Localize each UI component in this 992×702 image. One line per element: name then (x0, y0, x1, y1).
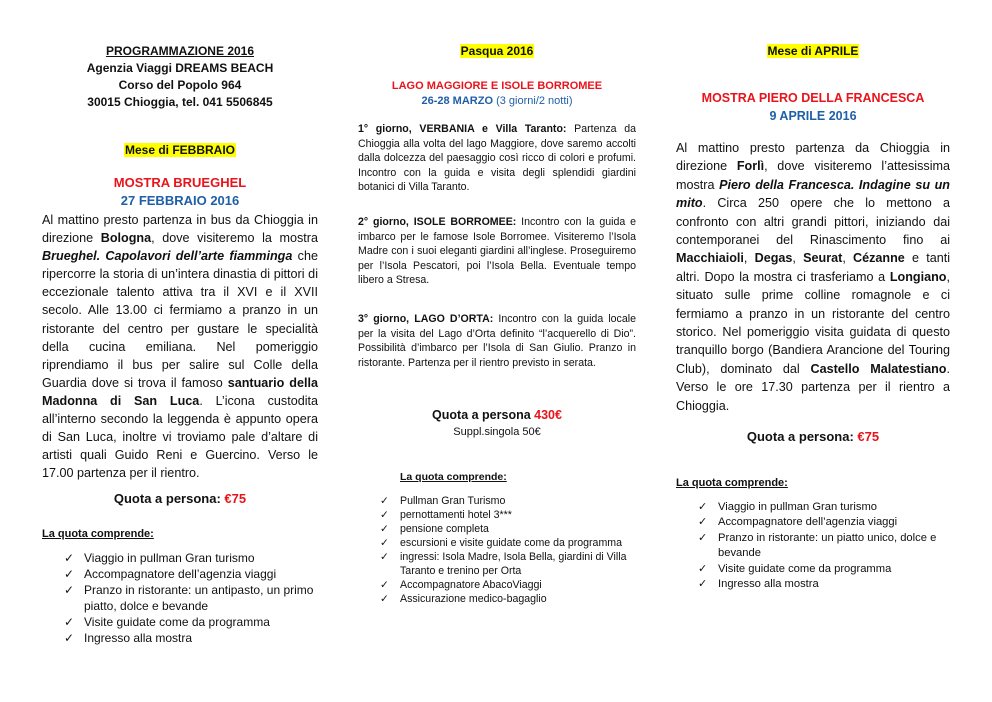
day-1 (358, 122, 636, 195)
quota-price: €75 (224, 491, 247, 506)
quota-label: Quota a persona: (113, 491, 221, 506)
agency-city-phone: 30015 Chioggia, tel. 041 5506845 (87, 95, 273, 109)
pasqua-header: Pasqua 2016 (460, 44, 534, 58)
include-item (694, 500, 950, 515)
quota-label: Quota a persona (432, 408, 531, 422)
text-run: Forlì (736, 159, 765, 174)
include-item (376, 578, 636, 592)
include-item-text: Accompagnatore dell’agenzia viaggi (84, 567, 277, 581)
event-title: MOSTRA PIERO DELLA FRANCESCA (701, 91, 925, 105)
include-item (60, 614, 318, 630)
include-item (60, 566, 318, 582)
checkmark-icon: ✓ (380, 579, 389, 591)
text-run: Cézanne (853, 251, 905, 266)
day-1-text: Partenza da Chioggia alla volta del lago Maggiore, dove saremo accolti dalla dolcezza del paesaggio così ricco di colori e profumi. Incontro con la guida e visita degli splendidi giardini botanici di Villa Taranto. (358, 123, 637, 193)
day-3-head: 3° giorno, LAGO D’ORTA: (358, 313, 494, 325)
day-1-head: 1° giorno, VERBANIA e Villa Taranto: (358, 123, 567, 135)
quota-row (42, 490, 318, 508)
agency-header (42, 43, 318, 111)
checkmark-icon: ✓ (380, 593, 389, 605)
text-run: Brueghel. Capolavori dell’arte fiamminga (42, 249, 293, 264)
day-3 (358, 312, 636, 370)
include-item (694, 531, 950, 562)
checkmark-icon: ✓ (64, 567, 75, 581)
include-item-text: Viaggio in pullman Gran turismo (84, 551, 255, 565)
include-item-text: Pranzo in ristorante: un piatto unico, dolce e bevande (718, 531, 937, 560)
quota-row (676, 428, 950, 446)
text-run: Seurat (803, 251, 843, 266)
include-item (376, 536, 636, 550)
includes-list (376, 494, 636, 606)
include-item-text: Pullman Gran Turismo (400, 495, 506, 507)
checkmark-icon: ✓ (64, 615, 75, 629)
include-item-text: Visite guidate come da programma (718, 562, 892, 575)
include-item-text: Assicurazione medico-bagaglio (400, 593, 547, 605)
includes-title: La quota comprende: (676, 477, 788, 489)
include-item (376, 494, 636, 508)
trip-duration: (3 giorni/2 notti) (496, 95, 573, 107)
include-item-text: pensione completa (400, 523, 489, 535)
day-3-text: Incontro con la guida locale per la visita del Lago d’Orta definito “l’acquerello di Dio”. Possibilità d’imbarco per l’Isola di San Giulio. Pranzo in ristorante. Partenza per il rientro previsto in serata. (358, 313, 636, 369)
include-item-text: Ingresso alla mostra (718, 578, 819, 591)
include-item (376, 522, 636, 536)
program-title: PROGRAMMAZIONE 2016 (105, 44, 255, 58)
text-run: , (743, 251, 755, 266)
text-run: Macchiaioli (676, 251, 744, 266)
include-item (60, 582, 318, 614)
quota-row (358, 407, 636, 424)
text-run: Longiano (889, 269, 947, 284)
month-label: Mese di APRILE (767, 44, 859, 58)
checkmark-icon: ✓ (698, 501, 708, 513)
include-item-text: Visite guidate come da programma (84, 615, 270, 629)
include-item-text: escursioni e visite guidate come da programma (400, 537, 622, 549)
include-item (376, 592, 636, 606)
include-item-text: Viaggio in pullman Gran turismo (718, 501, 877, 513)
checkmark-icon: ✓ (64, 631, 75, 645)
event-date: 9 APRILE 2016 (769, 109, 857, 123)
include-item (60, 550, 318, 566)
text-run: Al mattino presto partenza in bus da Chioggia in direzione (42, 213, 318, 246)
checkmark-icon: ✓ (380, 495, 389, 507)
checkmark-icon: ✓ (698, 562, 708, 575)
trip-dates: 26-28 MARZO (421, 95, 494, 107)
text-run: , (792, 251, 804, 266)
event-title: MOSTRA BRUEGHEL (113, 175, 247, 190)
day-2 (358, 215, 636, 288)
text-run: Degas (754, 251, 793, 266)
checkmark-icon: ✓ (64, 551, 75, 565)
checkmark-icon: ✓ (698, 578, 708, 591)
checkmark-icon: ✓ (380, 509, 389, 521)
checkmark-icon: ✓ (380, 551, 389, 563)
includes-title: La quota comprende: (400, 471, 507, 483)
agency-name: Agenzia Viaggi DREAMS BEACH (86, 61, 274, 75)
include-item (376, 508, 636, 522)
single-supplement: Suppl.singola 50€ (453, 426, 541, 438)
day-2-head: 2° giorno, ISOLE BORROMEE: (358, 216, 517, 228)
text-run: e tanti altri. Dopo la mostra ci trasferiamo a (676, 251, 951, 284)
include-item-text: ingressi: Isola Madre, Isola Bella, giardini di Villa Taranto e trenino per Orta (400, 551, 627, 577)
event-description (42, 211, 318, 482)
includes-list (60, 550, 318, 646)
event-date: 27 FEBBRAIO 2016 (120, 193, 240, 208)
quota-price: 430€ (534, 408, 562, 422)
include-item-text: Ingresso alla mostra (84, 631, 193, 645)
text-run: , situato sulle prime colline romagnole e ci fermiamo a pranzo in un ristorante del centro storico. Nel pomeriggio visita guidata di questo tranquillo borgo (Bandiera Arancione del Touring Club), dominato dal (676, 269, 950, 376)
checkmark-icon: ✓ (380, 523, 389, 535)
include-item-text: Accompagnatore AbacoViaggi (400, 579, 542, 591)
event-description (676, 139, 950, 415)
include-item-text: Pranzo in ristorante: un antipasto, un primo piatto, dolce e bevande (84, 583, 314, 613)
includes-list (694, 500, 950, 592)
text-run: santuario della Madonna di San Luca (42, 375, 319, 408)
include-item (694, 515, 950, 530)
quota-price: €75 (857, 429, 880, 444)
trip-dates-row (358, 94, 636, 109)
trip-title: LAGO MAGGIORE E ISOLE BORROMEE (391, 80, 603, 92)
checkmark-icon: ✓ (64, 583, 75, 597)
text-run: Castello Malatestiano (810, 361, 947, 376)
text-run: che ripercorre la storia di un’intera dinastia di pittori di eccezionale talento attiva tra il XVI e il XVII secolo. Alle 13.00 ci fermiamo a pranzo in un ristorante del centro per gustare le specialità della cucina emiliana. Nel pomeriggio riprendiamo il bus per salire sul Colle della Guardia dove si trova il famoso (42, 249, 318, 390)
checkmark-icon: ✓ (698, 516, 708, 529)
text-run: , dove visiteremo la mostra (151, 231, 318, 246)
include-item-text: Accompagnatore dell’agenzia viaggi (718, 516, 898, 529)
text-run: , (842, 251, 854, 266)
include-item-text: pernottamenti hotel 3*** (400, 509, 512, 521)
include-item (694, 577, 950, 592)
day-2-text: Incontro con la guida e imbarco per le famose Isole Borromee. Visiteremo l’Isola Madre con i suoi eleganti giardini all’inglese. Proseguiremo per l’Isola Pescatori, poi l’Isola Bella. Eventuale tempo libero a Stresa. (358, 216, 636, 286)
checkmark-icon: ✓ (698, 531, 708, 544)
quota-label: Quota a persona: (746, 429, 854, 444)
include-item (694, 562, 950, 577)
text-run: Piero della Francesca. Indagine su un mito (676, 177, 951, 211)
text-run: , dove visiteremo l’attesissima mostra (676, 159, 950, 192)
text-run: . Circa 250 opere che lo mettono a confronto con altri grandi pittori, iniziando dai contemporanei del Rinascimento fino ai (676, 196, 950, 248)
include-item (376, 550, 636, 578)
include-item (60, 630, 318, 646)
text-run: . L’icona custodita all’interno secondo la leggenda è appunto opera di San Luca, inoltre vi troviamo pale d’altare di artisti quali Guido Reni e Guercino. Verso le 17.00 partenza per il rientro. (42, 393, 318, 481)
month-label: Mese di FEBBRAIO (124, 143, 235, 157)
text-run: Bologna (100, 231, 152, 246)
includes-title: La quota comprende: (42, 528, 154, 540)
text-run: . Verso le ore 17.30 partenza per il rientro a Chioggia. (676, 361, 950, 413)
checkmark-icon: ✓ (380, 537, 389, 549)
agency-street: Corso del Popolo 964 (118, 78, 242, 92)
text-run: Al mattino presto partenza da Chioggia in direzione (676, 141, 950, 174)
